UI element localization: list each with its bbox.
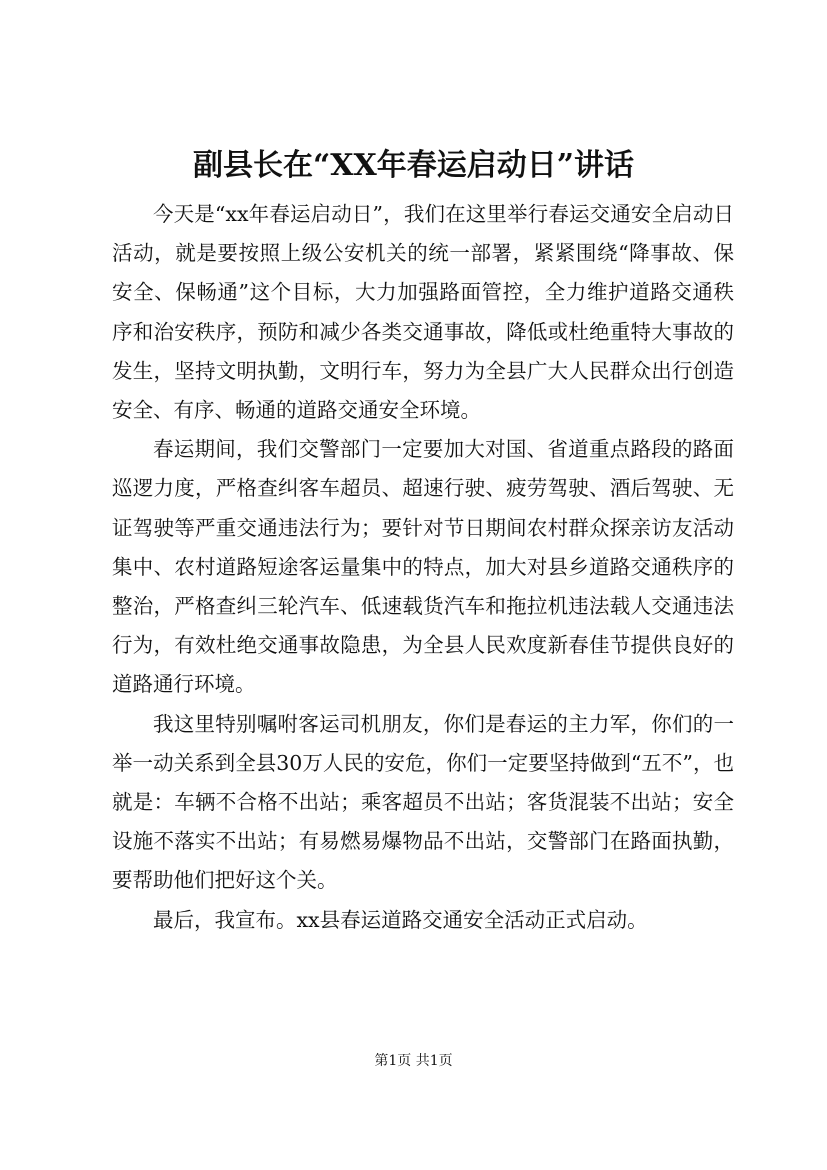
paragraph-2: 春运期间，我们交警部门一定要加大对国、省道重点路段的路面巡逻力度，严格查纠客车超员、超速行驶、疲劳驾驶、酒后驾驶、无证驾驶等严重交通违法行为；要针对节日期间农村群众探亲访友活动集中、农村道路短途客运量集中的特点，加大对县乡道路交通秩序的整治，严格查纠三轮汽车、低速载货汽车和拖拉机违法载人交通违法行为，有效杜绝交通事故隐患，为全县人民欢度新春佳节提供良好的道路通行环境。 (112, 437, 734, 697)
paragraph-1: 今天是“xx年春运启动日”，我们在这里举行春运交通安全启动日活动，就是要按照上级公安机关的统一部署，紧紧围绕“降事故、保安全、保畅通”这个目标，大力加强路面管控，全力维护道路交通秩序和治安秩序，预防和减少各类交通事故，降低或杜绝重特大事故的发生，坚持文明执勤，文明行车，努力为全县广大人民群众出行创造安全、有序、畅通的道路交通安全环境。 (112, 202, 734, 423)
paragraph-3: 我这里特别嘱咐客运司机朋友，你们是春运的主力军，你们的一举一动关系到全县30万人民的安危，你们一定要坚持做到“五不”，也就是：车辆不合格不出站；乘客超员不出站；客货混装不出站；安全设施不落实不出站；有易燃易爆物品不出站，交警部门在路面执勤，要帮助他们把好这个关。 (112, 711, 734, 893)
paragraph-4: 最后，我宣布。xx县春运道路交通安全活动正式启动。 (153, 907, 648, 932)
document-title: 副县长在“XX年春运启动日”讲话 (192, 148, 635, 183)
page-number-footer: 第1页 共1页 (374, 1053, 453, 1069)
document-body (112, 195, 734, 940)
